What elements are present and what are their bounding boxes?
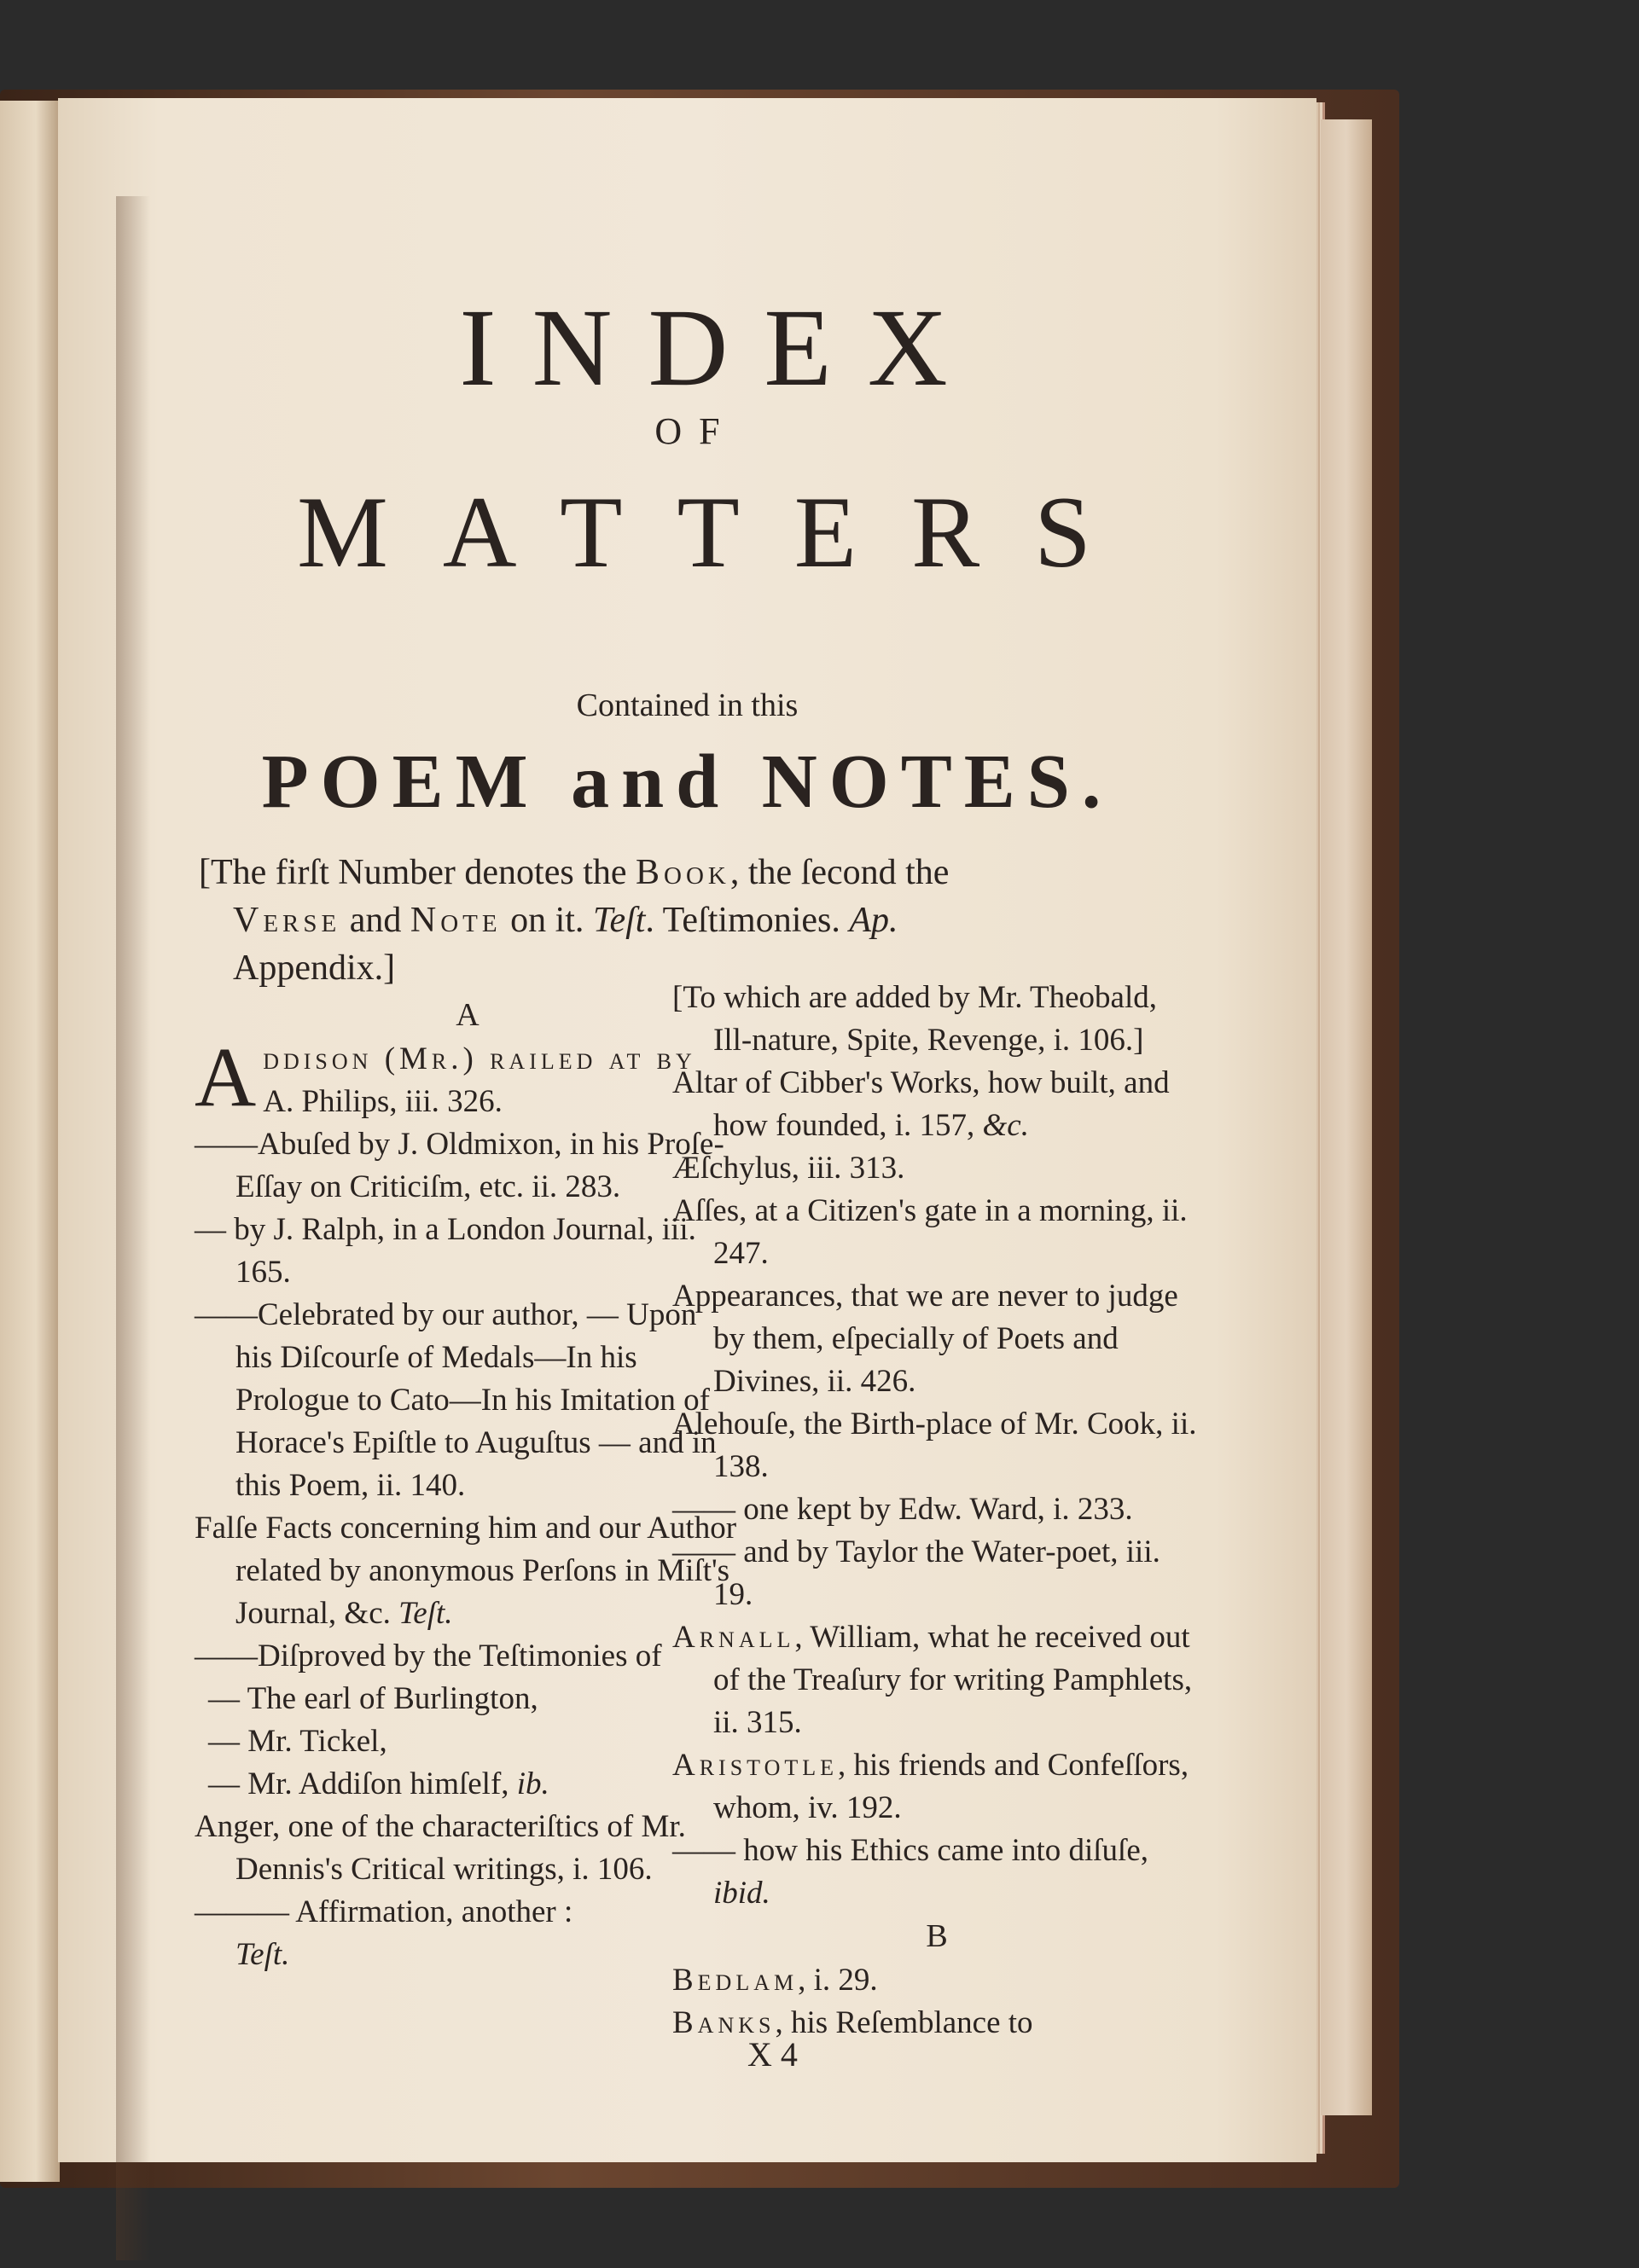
- title-index: INDEX: [459, 287, 984, 409]
- book-page: [58, 98, 1316, 2162]
- entry-celebrated: ——Celebrated by our author, — Upon his Diſcourſe of Medals—In his Prologue to Cato—In his Imitation of Horace's Epiſtle to Auguſtus — and in this Poem, ii. 140.: [195, 1297, 717, 1503]
- title-matters: MATTERS: [297, 475, 1146, 589]
- entry-theobald-additions: [To which are added by Mr. Theobald, Ill-nature, Spite, Revenge, i. 106.]: [672, 980, 1158, 1058]
- index-key-note: [199, 849, 1154, 992]
- entry-arnall: Arnall, William, what he received out of the Treaſury for writing Pamphlets, ii. 315.: [672, 1620, 1193, 1740]
- entry-altar: Altar of Cibber's Works, how built, and how founded, i. 157, &c.: [672, 1065, 1170, 1143]
- entry-disproved: ——Diſproved by the Teſtimonies of: [195, 1639, 662, 1673]
- entry-oldmixon: ——Abuſed by J. Oldmixon, in his Proſe-Eſſay on Criticiſm, etc. ii. 283.: [195, 1127, 724, 1204]
- back-board: [1321, 119, 1372, 2115]
- entry-ethics: —— how his Ethics came into diſuſe, ibid.: [672, 1833, 1148, 1911]
- entry-edw-ward: —— one kept by Edw. Ward, i. 233.: [672, 1492, 1133, 1527]
- entry-aristotle: Aristotle, his friends and Confeſſors, whom, iv. 192.: [672, 1748, 1189, 1825]
- entry-appearances: Appearances, that we are never to judge by them, eſpecially of Poets and Divines, ii. 426.: [672, 1279, 1178, 1399]
- entry-affirmation: ——— Affirmation, another : Teſt.: [195, 1894, 573, 1972]
- entry-burlington: — The earl of Burlington,: [208, 1681, 538, 1716]
- facing-page-edge: [0, 101, 60, 2182]
- entry-addison: Addison (Mr.) railed at by A. Philips, iii. 326.: [195, 1030, 696, 1124]
- intro-line-3: Appendix.]: [233, 948, 396, 988]
- entry-ralph: — by J. Ralph, in a London Journal, iii. 165.: [195, 1212, 696, 1290]
- entry-aeschylus: Æſchylus, iii. 313.: [672, 1151, 905, 1186]
- entry-tickel: — Mr. Tickel,: [208, 1724, 387, 1759]
- entry-taylor: —— and by Taylor the Water-poet, iii. 19.: [672, 1534, 1160, 1612]
- entry-asses: Aſſes, at a Citizen's gate in a morning, ii. 247.: [672, 1193, 1188, 1271]
- title-poem-notes: POEM and NOTES.: [261, 740, 1113, 824]
- section-letter-a: A: [456, 997, 479, 1033]
- entry-banks: Banks, his Reſemblance to: [672, 2005, 1033, 2040]
- entry-alehouse: Alehouſe, the Birth-place of Mr. Cook, ii. 138.: [672, 1407, 1197, 1484]
- entry-anger: Anger, one of the characteriſtics of Mr. Dennis's Critical writings, i. 106.: [195, 1809, 686, 1887]
- intro-line-2: Verse and Note on it. Teſt. Teſtimonies. Ap.: [233, 901, 898, 940]
- entry-bedlam: Bedlam, i. 29.: [672, 1963, 878, 1998]
- intro-line-1: [The firſt Number denotes the Book, the ſecond the: [199, 853, 950, 892]
- title-of: OF: [654, 410, 737, 452]
- entry-addison-himself: — Mr. Addiſon himſelf, ib.: [208, 1766, 549, 1801]
- left-column: [195, 994, 741, 1976]
- right-column: [672, 977, 1201, 2045]
- title-contained: Contained in this: [576, 687, 799, 723]
- entry-false-facts: Falſe Facts concerning him and our Author related by anonymous Perſons in Miſt's Journal, &c. Teſt.: [195, 1511, 737, 1631]
- section-letter-b: B: [926, 1918, 948, 1954]
- signature-mark: X 4: [747, 2035, 798, 2074]
